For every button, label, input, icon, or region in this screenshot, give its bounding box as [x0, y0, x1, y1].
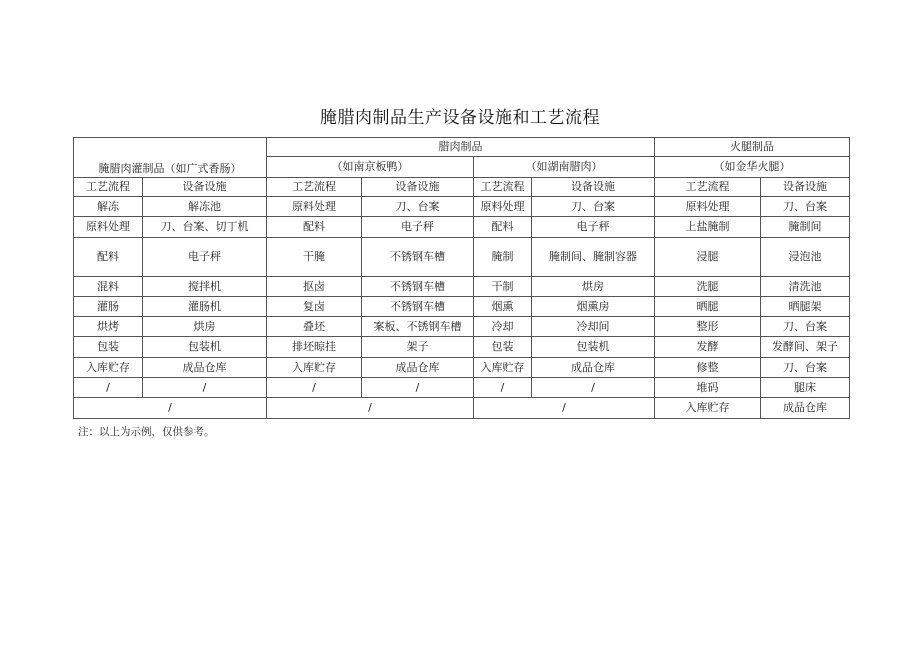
table-cell: 烘烤: [74, 317, 143, 337]
table-cell: 入库贮存: [267, 358, 362, 378]
table-cell: 刀、台案: [761, 197, 850, 217]
table-cell: 腌制: [474, 238, 532, 277]
table-cell: 堆码: [655, 378, 761, 398]
table-cell: /: [532, 378, 655, 398]
table-row: [74, 238, 850, 277]
table-cell: 不锈钢车槽: [362, 297, 474, 317]
table-cell: 冷却: [474, 317, 532, 337]
table-cell: 入库贮存: [74, 358, 143, 378]
table-cell: 混料: [74, 277, 143, 297]
table-row: [74, 317, 850, 337]
table-cell: 包装机: [143, 337, 267, 358]
table-cell: 解冻: [74, 197, 143, 217]
col-process-header: 工艺流程: [74, 178, 143, 197]
table-cell: 成品仓库: [761, 398, 850, 419]
table-cell: 配料: [74, 238, 143, 277]
table-cell: 上盐腌制: [655, 217, 761, 238]
table-row: [74, 337, 850, 358]
col-process-header: 工艺流程: [474, 178, 532, 197]
table-cell: 修整: [655, 358, 761, 378]
table-cell: 烟熏房: [532, 297, 655, 317]
document-title: 腌腊肉制品生产设备设施和工艺流程: [320, 108, 600, 128]
table-cell: 架子: [362, 337, 474, 358]
table-cell: 成品仓库: [362, 358, 474, 378]
table-cell: /: [74, 398, 267, 419]
col-equipment-header: 设备设施: [362, 178, 474, 197]
subgroup-nanjing-duck: （如南京板鸭）: [267, 157, 474, 178]
col-equipment-header: 设备设施: [532, 178, 655, 197]
table-cell: 包装机: [532, 337, 655, 358]
table-cell: 包装: [74, 337, 143, 358]
table-cell: 电子秤: [143, 238, 267, 277]
col-equipment-header: 设备设施: [761, 178, 850, 197]
table-cell: 灌肠: [74, 297, 143, 317]
table-cell: /: [267, 398, 474, 419]
table-cell: 排坯晾挂: [267, 337, 362, 358]
table-cell: /: [474, 398, 655, 419]
group-header-sausage: [74, 138, 267, 178]
group-header-cured-meat: 腊肉制品: [267, 138, 655, 157]
table-cell: 入库贮存: [655, 398, 761, 419]
table-cell: 发酵: [655, 337, 761, 358]
table-cell: /: [143, 378, 267, 398]
table-cell: /: [267, 378, 362, 398]
table-cell: 浸泡池: [761, 238, 850, 277]
header-row-1: [74, 138, 850, 157]
table-cell: 腌制间、腌制容器: [532, 238, 655, 277]
table-cell: 解冻池: [143, 197, 267, 217]
table-cell: 刀、台案: [532, 197, 655, 217]
table-cell: /: [362, 378, 474, 398]
table-cell: 灌肠机: [143, 297, 267, 317]
table-cell: 配料: [267, 217, 362, 238]
table-cell: 干制: [474, 277, 532, 297]
table-cell: /: [74, 378, 143, 398]
table-cell: 原料处理: [655, 197, 761, 217]
subgroup-jinhua-ham: （如金华火腿）: [655, 157, 850, 178]
col-equipment-header: 设备设施: [143, 178, 267, 197]
table-cell: 原料处理: [74, 217, 143, 238]
table-row: [74, 358, 850, 378]
table-cell: /: [474, 378, 532, 398]
table-cell: 晒腿: [655, 297, 761, 317]
table-cell: 晒腿架: [761, 297, 850, 317]
table-cell: 发酵间、架子: [761, 337, 850, 358]
table-cell: 电子秤: [362, 217, 474, 238]
table-cell: 烘房: [532, 277, 655, 297]
table-cell: 配料: [474, 217, 532, 238]
table-cell: 腌制间: [761, 217, 850, 238]
group-name-sausage: 腌腊肉灌制品（如广式香肠）: [98, 162, 242, 175]
table-cell: 原料处理: [267, 197, 362, 217]
table-cell: 刀、台案、切丁机: [143, 217, 267, 238]
col-process-header: 工艺流程: [655, 178, 761, 197]
table-cell: 干腌: [267, 238, 362, 277]
table-row: [74, 378, 850, 398]
table-cell: 腿床: [761, 378, 850, 398]
table-cell: 不锈钢车槽: [362, 238, 474, 277]
table-cell: 冷却间: [532, 317, 655, 337]
table-cell: 搅拌机: [143, 277, 267, 297]
subgroup-hunan-bacon: （如湖南腊肉）: [474, 157, 655, 178]
footnote: 注：以上为示例，仅供参考。: [78, 426, 215, 438]
table-row: [74, 217, 850, 238]
table-cell: 刀、台案: [761, 317, 850, 337]
table-cell: 不锈钢车槽: [362, 277, 474, 297]
process-equipment-table: [73, 137, 850, 419]
column-header-row: [74, 178, 850, 197]
table-cell: 整形: [655, 317, 761, 337]
table-cell: 浸腿: [655, 238, 761, 277]
table-cell: 复卤: [267, 297, 362, 317]
table-cell: 成品仓库: [532, 358, 655, 378]
table-cell: 电子秤: [532, 217, 655, 238]
table-cell: 刀、台案: [761, 358, 850, 378]
table-cell: 入库贮存: [474, 358, 532, 378]
table-cell: 成品仓库: [143, 358, 267, 378]
table-row: [74, 297, 850, 317]
group-header-ham: 火腿制品: [655, 138, 850, 157]
table-cell: 清洗池: [761, 277, 850, 297]
table-row: [74, 277, 850, 297]
table-cell: 案板、不锈钢车槽: [362, 317, 474, 337]
table-cell: 洗腿: [655, 277, 761, 297]
table-row: [74, 398, 850, 419]
table-cell: 包装: [474, 337, 532, 358]
table-cell: 原料处理: [474, 197, 532, 217]
table-cell: 刀、台案: [362, 197, 474, 217]
table-cell: 叠坯: [267, 317, 362, 337]
table-row: [74, 197, 850, 217]
table-cell: 烘房: [143, 317, 267, 337]
table-cell: 烟熏: [474, 297, 532, 317]
table-cell: 抠卤: [267, 277, 362, 297]
col-process-header: 工艺流程: [267, 178, 362, 197]
